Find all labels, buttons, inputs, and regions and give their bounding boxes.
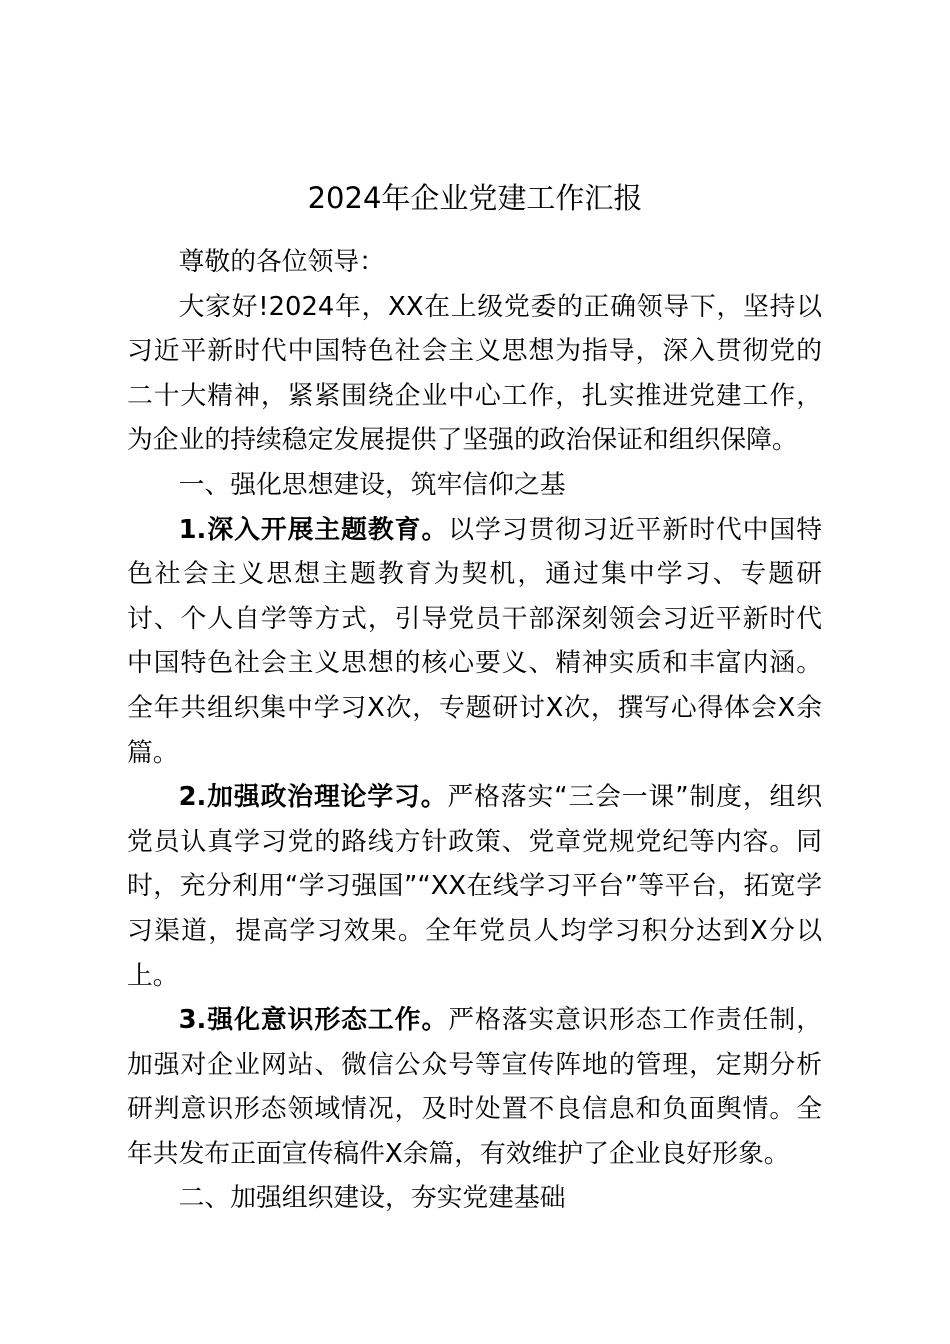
section1-item-1 (127, 508, 822, 776)
page-title: 2024年企业党建工作汇报 (307, 181, 643, 215)
item-text: 严格落实意识形态工作责任制，加强对企业网站、微信公众号等宣传阵地的管理，定期分析研判意识形态领域情况，及时处置不良信息和负面舆情。全年共发布正面宣传稿件X余篇，有效维护了企业良好形象。 (127, 1005, 822, 1169)
section1-heading: 一、强化思想建设，筑牢信仰之基 (178, 469, 566, 500)
item-text: 严格落实“三会一课”制度，组织党员认真学习党的路线方针政策、党章党规党纪等内容。同时，充分利用“学习强国”“XX在线学习平台”等平台，拓宽学习渠道，提高学习效果。全年党员人均学习积分达到X分以上。 (127, 782, 823, 991)
item-lead: 1.深入开展主题教育。 (178, 514, 449, 545)
item-lead: 2.加强政治理论学习。 (178, 782, 448, 813)
section2-heading: 二、加强组织建设，夯实党建基础 (178, 1183, 566, 1214)
item-lead: 3.强化意识形态工作。 (178, 1005, 449, 1036)
section1-item-3 (127, 998, 822, 1176)
intro-paragraph: 大家好!2024年，XX在上级党委的正确领导下，坚持以习近平新时代中国特色社会主义思想为指导，深入贯彻党的二十大精神，紧紧围绕企业中心工作，扎实推进党建工作，为企业的持续稳定发展提供了坚强的政治保证和组织保障。 (127, 291, 822, 456)
greeting: 尊敬的各位领导： (178, 247, 385, 277)
document-body (127, 240, 822, 1221)
section1-item-2 (127, 775, 822, 998)
item-text: 以学习贯彻习近平新时代中国特色社会主义思想主题教育为契机，通过集中学习、专题研讨、个人自学等方式，引导党员干部深刻领会习近平新时代中国特色社会主义思想的核心要义、精神实质和丰富内涵。全年共组织集中学习X次，专题研讨X次，撰写心得体会X余篇。 (127, 514, 822, 768)
